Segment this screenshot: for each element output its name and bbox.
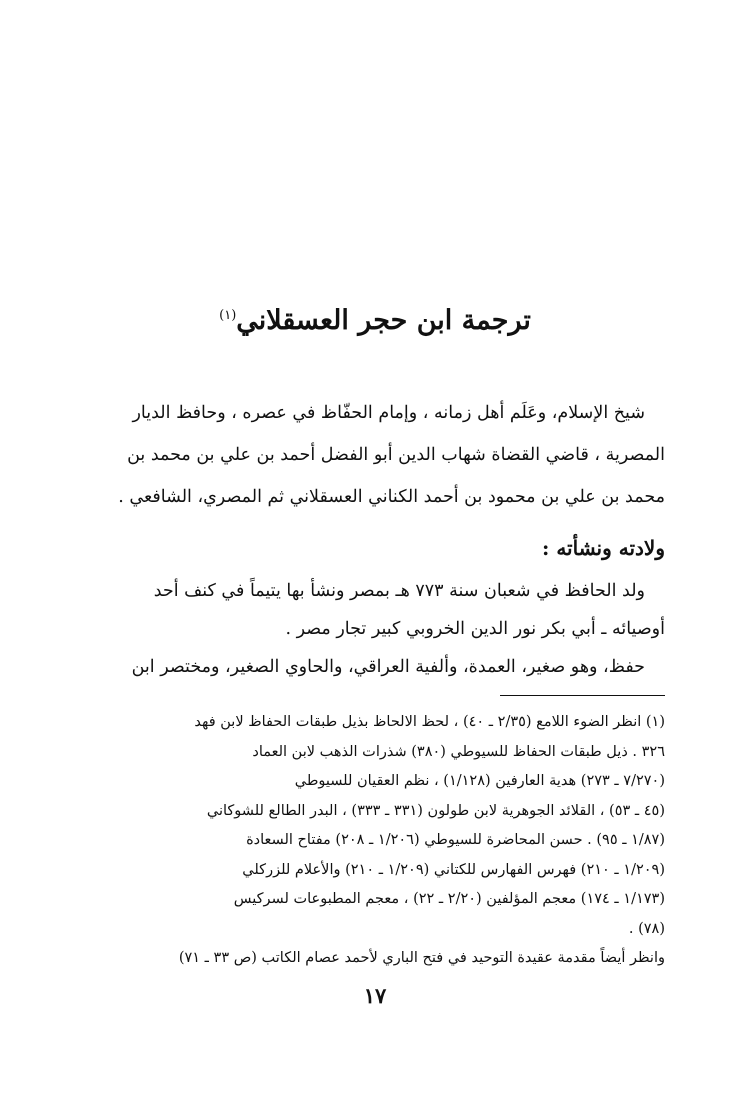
footnote-line-5: (١/٨٧ ـ ٩٥) . حسن المحاضرة للسيوطي (١/٢٠٦ ـ ٢٠٨) مفتاح السعادة [246, 832, 665, 848]
footnote-line-1: (١) انظر الضوء اللامع (٢/٣٥ ـ ٤٠) ، لحظ الالحاظ بذيل طبقات الحفاظ لابن فهد [194, 714, 665, 730]
footnote-separator [500, 695, 665, 696]
section-heading: ولادته ونشأته : [541, 536, 665, 560]
footnote-line-9: وانظر أيضاً مقدمة عقيدة التوحيد في فتح الباري لأحمد عصام الكاتب (ص ٣٣ ـ ٧١) [178, 950, 665, 966]
birth-line-2: أوصيائه ـ أبي بكر نور الدين الخروبي كبير تجار مصر . [285, 619, 665, 639]
footnote-line-8: (٧٨) . [628, 920, 665, 937]
birth-line-3: حفظ، وهو صغير، العمدة، وألفية العراقي، والحاوي الصغير، ومختصر ابن [131, 657, 645, 677]
birth-paragraph [105, 572, 665, 686]
footnote-line-7: (١/١٧٣ ـ ١٧٤) معجم المؤلفين (٢/٢٠ ـ ٢٢) ، معجم المطبوعات لسركيس [233, 891, 665, 907]
chapter-title-text: ترجمة ابن حجر العسقلاني [236, 305, 531, 336]
title-footnote-ref: (١) [219, 308, 237, 323]
intro-line-2: المصرية ، قاضي القضاة شهاب الدين أبو الفضل أحمد بن علي بن محمد بن [127, 445, 665, 465]
intro-paragraph [105, 392, 665, 518]
chapter-title [0, 296, 750, 341]
intro-line-1: شيخ الإسلام، وعَلَم أهل زمانه ، وإمام الحفّاظ في عصره ، وحافظ الديار [132, 403, 645, 423]
page-number: ١٧ [363, 983, 387, 1008]
footnote-line-3: (٧/٢٧٠ ـ ٢٧٣) هدية العارفين (١/١٢٨) ، نظم العقيان للسيوطي [294, 773, 665, 789]
footnotes [105, 708, 665, 974]
intro-line-3: محمد بن علي بن محمود بن أحمد الكناني العسقلاني ثم المصري، الشافعي . [118, 487, 665, 507]
footnote-line-4: (٤٥ ـ ٥٣) ، القلائد الجوهرية لابن طولون (٣٣١ ـ ٣٣٣) ، البدر الطالع للشوكاني [206, 802, 665, 819]
birth-line-1: ولد الحافظ في شعبان سنة ٧٧٣ هـ بمصر ونشأ بها يتيماً في كنف أحد [153, 581, 645, 601]
footnote-line-6: (١/٢٠٩ ـ ٢١٠) فهرس الفهارس للكتاني (١/٢٠٩ ـ ٢١٠) والأعلام للزركلي [242, 861, 665, 878]
footnote-line-2: ٣٢٦ . ذيل طبقات الحفاظ للسيوطي (٣٨٠) شذرات الذهب لابن العماد [252, 743, 665, 760]
